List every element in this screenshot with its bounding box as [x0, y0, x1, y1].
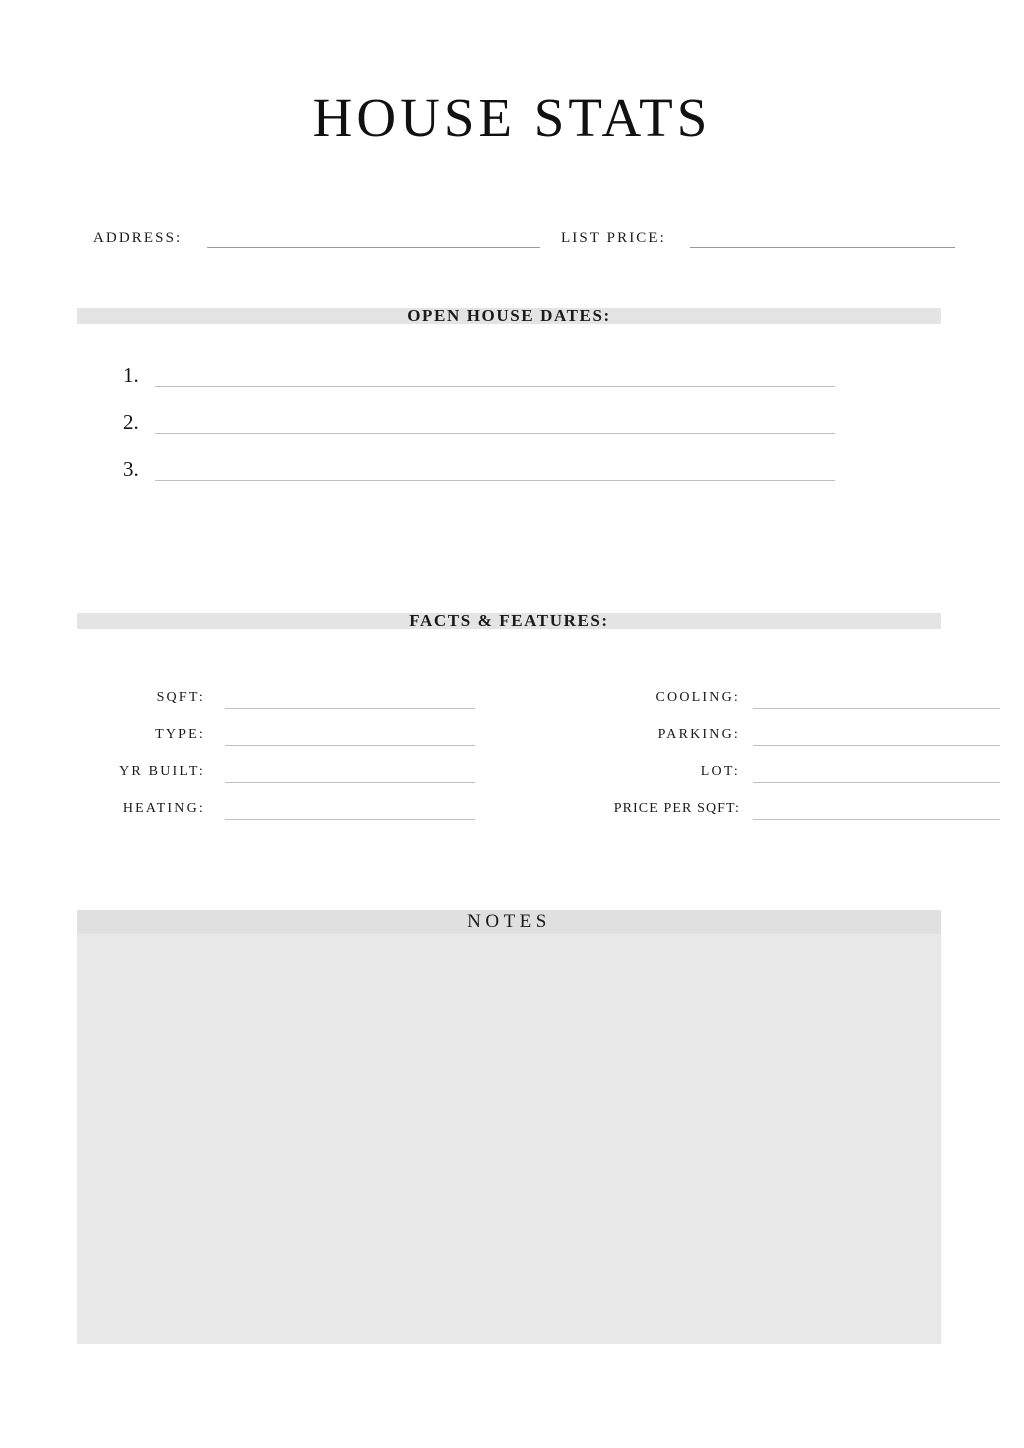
- field-row-yr-built: [77, 762, 477, 799]
- facts-features-heading: FACTS & FEATURES:: [409, 611, 609, 630]
- parking-input-line[interactable]: [753, 745, 1000, 746]
- field-row-price-per-sqft: [495, 799, 941, 836]
- cooling-input-line[interactable]: [753, 708, 1000, 709]
- list-item-number: 2.: [123, 410, 139, 434]
- type-input-line[interactable]: [225, 745, 475, 746]
- field-row-parking: [495, 725, 941, 762]
- sqft-label: SQFT:: [156, 690, 205, 705]
- open-house-dates-heading: OPEN HOUSE DATES:: [407, 306, 611, 325]
- field-row-cooling: [495, 688, 941, 725]
- field-row-sqft: [77, 688, 477, 725]
- price-per-sqft-input-line[interactable]: [753, 819, 1000, 820]
- notes-heading: NOTES: [467, 911, 551, 932]
- list-item: [77, 362, 941, 409]
- parking-label: PARKING:: [657, 727, 740, 742]
- list-item: [77, 456, 941, 503]
- facts-left-column: [77, 688, 477, 836]
- list-price-input-line[interactable]: [690, 247, 955, 248]
- open-house-date-input-line-3[interactable]: [155, 480, 835, 481]
- open-house-dates-header: [77, 308, 941, 324]
- facts-right-column: [495, 688, 941, 836]
- facts-features-header: [77, 613, 941, 629]
- list-price-label: LIST PRICE:: [561, 230, 666, 246]
- yr-built-label: YR BUILT:: [119, 764, 205, 779]
- lot-label: LOT:: [700, 764, 740, 779]
- notes-header: [77, 910, 941, 934]
- address-label: ADDRESS:: [93, 230, 183, 246]
- heating-label: HEATING:: [122, 801, 205, 816]
- heating-input-line[interactable]: [225, 819, 475, 820]
- cooling-label: COOLING:: [655, 690, 740, 705]
- price-per-sqft-label: PRICE PER SQFT:: [613, 801, 740, 816]
- lot-input-line[interactable]: [753, 782, 1000, 783]
- list-item-number: 1.: [123, 363, 139, 387]
- page-title: HOUSE STATS: [312, 87, 712, 148]
- field-row-heating: [77, 799, 477, 836]
- type-label: TYPE:: [155, 727, 205, 742]
- address-input-line[interactable]: [207, 247, 540, 248]
- list-item-number: 3.: [123, 457, 139, 481]
- field-row-type: [77, 725, 477, 762]
- sqft-input-line[interactable]: [225, 708, 475, 709]
- open-house-date-input-line-1[interactable]: [155, 386, 835, 387]
- field-row-lot: [495, 762, 941, 799]
- open-house-date-input-line-2[interactable]: [155, 433, 835, 434]
- yr-built-input-line[interactable]: [225, 782, 475, 783]
- notes-area[interactable]: [77, 910, 941, 1344]
- top-fields-row: [77, 227, 955, 253]
- list-item: [77, 409, 941, 456]
- open-house-dates-list: [77, 362, 941, 503]
